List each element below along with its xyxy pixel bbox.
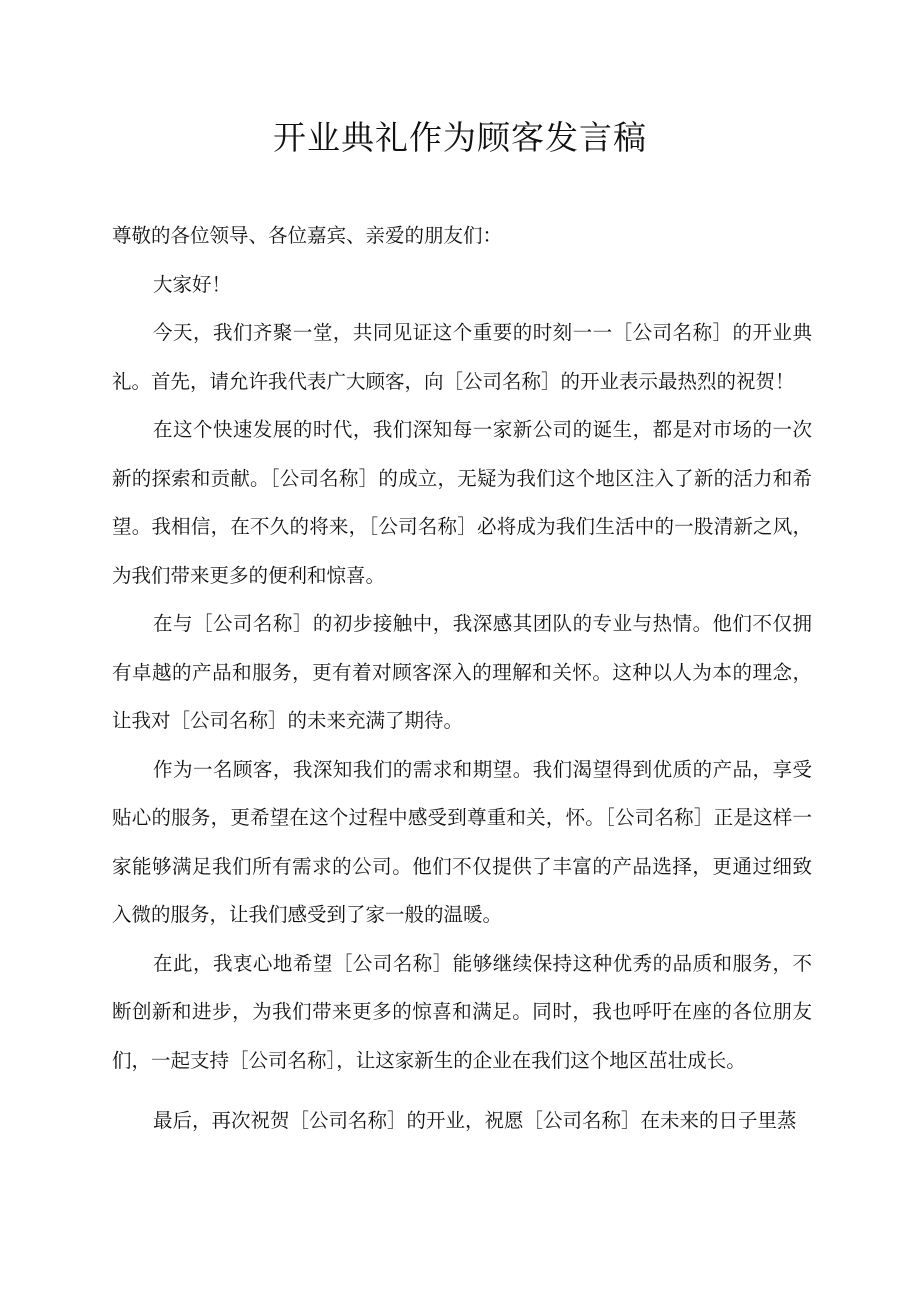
paragraph-opening: 今天，我们齐聚一堂，共同见证这个重要的时刻一一［公司名称］的开业典礼。首先，请允许我代表广大顾客，向［公司名称］的开业表示最热烈的祝贺！: [112, 321, 812, 393]
paragraph-greeting: 大家好！: [153, 272, 232, 296]
paragraph-team: 在与［公司名称］的初步接触中，我深感其团队的专业与热情。他们不仅拥有卓越的产品和服务，更有着对顾客深入的理解和关怀。这种以人为本的理念，让我对［公司名称］的未来充满了期待。: [112, 612, 812, 732]
document-title: 开业典礼作为顾客发言稿: [273, 118, 647, 157]
document-body: [112, 212, 812, 1146]
paragraph-customer: 作为一名顾客，我深知我们的需求和期望。我们渴望得到优质的产品，享受贴心的服务，更希望在这个过程中感受到尊重和关，怀。［公司名称］正是这样一家能够满足我们所有需求的公司。他们不仅提供了丰富的产品选择，更通过细致入微的服务，让我们感受到了家一般的温暖。: [112, 757, 812, 926]
paragraph-closing: 最后，再次祝贺［公司名称］的开业，祝愿［公司名称］在未来的日子里蒸: [153, 1109, 797, 1132]
paragraph-era: 在这个快速发展的时代，我们深知每一家新公司的诞生，都是对市场的一次新的探索和贡献。［公司名称］的成立，无疑为我们这个地区注入了新的活力和希望。我相信，在不久的将来，［公司名称］必将成为我们生活中的一股清新之风，为我们带来更多的便利和惊喜。: [112, 418, 812, 587]
paragraph-hope: 在此，我衷心地希望［公司名称］能够继续保持这种优秀的品质和服务，不断创新和进步，为我们带来更多的惊喜和满足。同时，我也呼吁在座的各位朋友们，一起支持［公司名称］，让这家新生的企业在我们这个地区茁壮成长。: [112, 951, 812, 1072]
salutation: 尊敬的各位领导、各位嘉宾、亲爱的朋友们：: [112, 224, 503, 247]
